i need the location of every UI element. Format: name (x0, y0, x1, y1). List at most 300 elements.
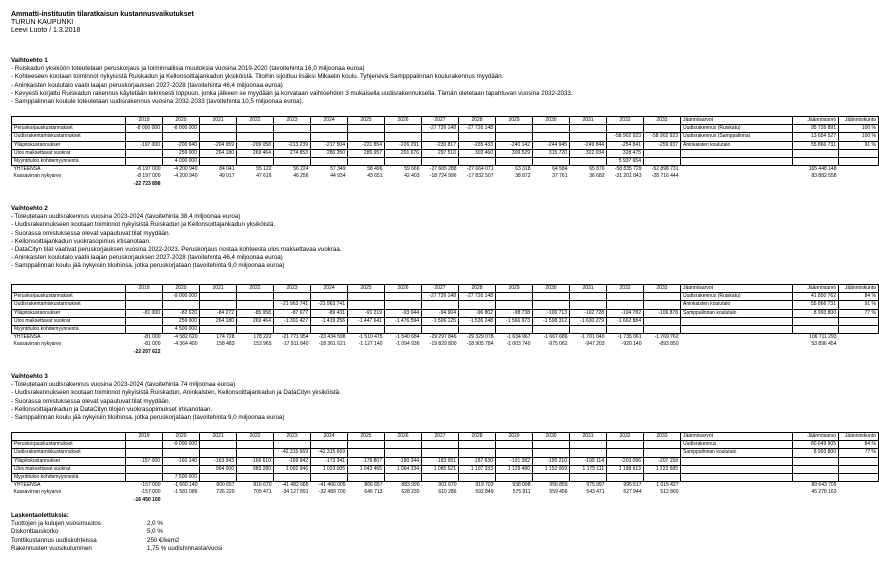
cost-table (11, 284, 879, 356)
value-cell (533, 301, 570, 309)
value-cell: -42 315 669 (311, 449, 348, 457)
sum-cell: 38 872 (515, 173, 531, 180)
sum-cell: 956 859 (549, 482, 568, 489)
table-row (12, 449, 879, 457)
value-cell: 1 043 465 (348, 465, 385, 473)
value-cell: 5 937 654 (607, 157, 644, 165)
value-cell (644, 149, 681, 157)
residual-value-header: Jäännösarvo (793, 117, 839, 125)
value-cell: 303 460 (459, 149, 496, 157)
value-cell (385, 293, 422, 301)
value-cell (163, 133, 200, 141)
value-cell: 264 180 (200, 317, 237, 325)
sum-spacer (839, 334, 879, 342)
year-header: 2032 (607, 117, 644, 125)
value-cell: -85 958 (237, 309, 274, 317)
residual-item-value: 8 993 800 (793, 449, 839, 457)
value-cell (274, 157, 311, 165)
year-header: 2027 (422, 117, 459, 125)
value-cell (200, 125, 237, 133)
value-cell (200, 473, 237, 481)
sum-cell: 512 860 (660, 489, 679, 496)
value-cell (200, 293, 237, 301)
value-cell: -27 726 148 (459, 293, 496, 301)
value-cell (126, 149, 163, 157)
value-cell (496, 125, 533, 133)
table-header-row (12, 285, 879, 293)
year-header: 2031 (570, 117, 607, 125)
table-row (12, 293, 879, 301)
value-cell: -203 096 (607, 457, 644, 465)
value-cell (348, 441, 385, 449)
value-cell (459, 473, 496, 481)
row-label: Myyntituloo kohdemyynnestä (12, 157, 126, 165)
sum-label: Kassavirran nykyarvo (13, 173, 62, 180)
residual-item-pct (839, 157, 879, 165)
year-header: 2025 (348, 433, 385, 441)
value-cell (311, 441, 348, 449)
value-cell: 328 475 (607, 149, 644, 157)
sum-cell: -19 829 800 (429, 341, 457, 348)
value-cell (237, 157, 274, 165)
sum-cell: 800 657 (216, 482, 235, 489)
value-cell (570, 157, 607, 165)
value-cell: 315 720 (533, 149, 570, 157)
cost-table (11, 116, 879, 188)
value-cell: 264 180 (200, 149, 237, 157)
assumption-row (11, 545, 222, 553)
residual-item-value (793, 465, 839, 473)
year-header: 2025 (348, 117, 385, 125)
sum-cell: -81 000 (143, 334, 161, 341)
residual-sum-value: 165 448 148 (808, 166, 837, 173)
value-cell: -58 902 923 (644, 133, 681, 141)
value-cell (570, 325, 607, 333)
sum-cell: -157 000 (140, 489, 161, 496)
sum-cell: -27 665 288 (429, 166, 457, 173)
sum-cell: -27 664 071 (466, 166, 494, 173)
value-cell: -226 291 (385, 141, 422, 149)
scenario-description (11, 205, 342, 271)
assumption-label: Tonttikustannus uudiskohteissa (11, 536, 97, 544)
table-row (12, 141, 879, 149)
row-label: Uudisrakentamiskustannukset (12, 301, 126, 309)
value-cell (311, 293, 348, 301)
year-header: 2032 (607, 433, 644, 441)
year-header: 2024 (311, 117, 348, 125)
table-row (12, 149, 879, 157)
value-cell (237, 441, 274, 449)
value-cell (644, 449, 681, 457)
sum-cell: -21 771 954 (281, 334, 309, 341)
sum-label: YHTEENSÄ (13, 482, 41, 489)
value-cell (126, 441, 163, 449)
table-row (12, 317, 879, 325)
value-cell (533, 325, 570, 333)
assumption-value: 2,0 % (147, 520, 163, 528)
value-cell (348, 157, 385, 165)
year-header: 2030 (533, 117, 570, 125)
residual-item-label (681, 157, 793, 165)
npv-total-row (12, 181, 879, 188)
value-cell (200, 157, 237, 165)
value-cell (570, 441, 607, 449)
scenario-bullet: - Kohteeseen kootaan toiminnot nykyisistä Ruiskadun ja Kellonsoittajankadun yksiköistä. Tiloihin sijoittuu lisäksi Mikaelin koulu. Tyhjenevä Sampppalinnan koulurakennus myydään. (11, 73, 504, 81)
sum-cell: 84 041 (219, 166, 235, 173)
sum-cell: 43 651 (367, 173, 383, 180)
value-cell: -98 738 (496, 309, 533, 317)
value-cell (163, 449, 200, 457)
npv-total-value: -22 207 622 (133, 348, 161, 355)
value-cell (237, 133, 274, 141)
sum-cell: 59 666 (404, 166, 420, 173)
residual-item-pct (839, 473, 879, 481)
value-cell: 1 198 613 (607, 465, 644, 473)
year-header: 2022 (237, 285, 274, 293)
row-label: Uudisrakentamiskustannukset (12, 133, 126, 141)
value-cell (385, 125, 422, 133)
value-cell: -180 344 (385, 457, 422, 465)
year-header: 2030 (533, 433, 570, 441)
year-header: 2026 (385, 117, 422, 125)
value-cell (496, 449, 533, 457)
year-header: 2025 (348, 285, 385, 293)
value-cell (385, 301, 422, 309)
value-cell (274, 133, 311, 141)
sum-cell: 646 713 (364, 489, 383, 496)
value-cell (570, 473, 607, 481)
value-cell: -160 140 (163, 457, 200, 465)
value-cell: 1 023 005 (311, 465, 348, 473)
value-cell (311, 157, 348, 165)
residual-value-header: Jäännösarvo (793, 433, 839, 441)
value-cell (422, 133, 459, 141)
year-header: 2027 (422, 285, 459, 293)
value-cell: -96 802 (459, 309, 496, 317)
sum-cell: -1 510 475 (358, 334, 383, 341)
sum-cell: 49 017 (219, 173, 235, 180)
sum-cell: -1 634 967 (506, 334, 531, 341)
sum-cell: -1 127 140 (358, 341, 383, 348)
value-cell (126, 301, 163, 309)
value-cell: 259 000 (163, 149, 200, 157)
value-cell: -21 963 741 (274, 301, 311, 309)
row-label: Myyntituloo kohdemyynnestä (12, 473, 126, 481)
value-cell (200, 133, 237, 141)
residual-sum-value: 106 711 293 (809, 334, 837, 341)
residual-item-value: 41 850 762 (793, 293, 839, 301)
residual-sum-value: 89 643 705 (811, 482, 837, 489)
sum-cell: 527 944 (623, 489, 642, 496)
value-cell (348, 473, 385, 481)
value-cell: 291 676 (385, 149, 422, 157)
sum-cell: 559 456 (549, 489, 568, 496)
sum-cell: 57 349 (330, 166, 346, 173)
value-cell (126, 465, 163, 473)
value-cell: 269 464 (237, 317, 274, 325)
value-cell (422, 325, 459, 333)
value-cell: 1 002 946 (274, 465, 311, 473)
row-label: Ylläpitokustannukset (12, 309, 126, 317)
sum-cell: -81 000 (143, 341, 161, 348)
value-cell: -197 000 (126, 141, 163, 149)
value-cell: 4 000 000 (163, 157, 200, 165)
residual-item-label (681, 149, 793, 157)
scenario-bullet: - Kevyesti korjattu Ruiskadun rakennus käytetään teknisesti loppuun, jonka jälkeen se myydään ja korvataan vaihtoehdon 3 mukaisella uudisrakennuksella. Tämän oletetaan tapahtuvan vuosina 2032-2033. (11, 89, 573, 97)
scenario-bullet: - Samppalinnan koulule toteutetaan uudisrakennus vuosina 2032-2033 (tavoitehinta 10,5 miljoonaa euroa). (11, 98, 304, 106)
value-cell (644, 157, 681, 165)
value-cell (644, 293, 681, 301)
sum-label: Kassavirran nykyarvo (13, 489, 62, 496)
value-cell (274, 473, 311, 481)
value-cell (422, 449, 459, 457)
sum-cell: 64 584 (552, 166, 568, 173)
scenario-bullet: - Kellonsoittajankadun vuokrasopimus irtisanotaan. (11, 237, 151, 245)
sum-cell: 628 235 (401, 489, 420, 496)
value-cell: 1 085 621 (422, 465, 459, 473)
year-header: 2021 (200, 117, 237, 125)
value-cell (533, 473, 570, 481)
value-cell: -87 677 (274, 309, 311, 317)
value-cell (570, 293, 607, 301)
sum-cell: 592 849 (475, 489, 494, 496)
residual-item-value (793, 317, 839, 325)
table-row (12, 133, 879, 141)
year-header: 2028 (459, 285, 496, 293)
value-cell: 259 000 (163, 317, 200, 325)
residual-item-label (681, 457, 793, 465)
present-value-row (12, 341, 879, 348)
value-cell (237, 125, 274, 133)
residual-item-value: 8 993 800 (793, 309, 839, 317)
value-cell (200, 449, 237, 457)
year-header: 2028 (459, 433, 496, 441)
sum-cell: -23 434 598 (318, 334, 346, 341)
residual-item-label: Samppalinnan koulutalo (681, 449, 793, 457)
value-cell (533, 133, 570, 141)
residual-item-label (681, 465, 793, 473)
sum-cell: -18 361 621 (318, 341, 346, 348)
year-header: 2031 (570, 285, 607, 293)
table-row (12, 309, 879, 317)
sum-cell: 158 483 (216, 341, 235, 348)
assumption-label: Rakennusten vuosikuluminen (11, 544, 92, 552)
value-cell (459, 157, 496, 165)
value-cell (644, 473, 681, 481)
sum-spacer (839, 166, 879, 174)
value-cell: -166 610 (237, 457, 274, 465)
sum-cell: -947 203 (584, 341, 605, 348)
year-header: 2023 (274, 433, 311, 441)
row-label: Peruskorjauskustannukset (12, 125, 126, 133)
year-header: 2024 (311, 433, 348, 441)
scenario-description (11, 373, 341, 422)
value-cell: 269 464 (237, 149, 274, 157)
sum-cell: -157 000 (140, 482, 161, 489)
residual-item-label: Aninkaisten koulutalo (681, 301, 793, 309)
row-label: Ulos maksettavat vuokrat (12, 465, 126, 473)
value-cell: -100 713 (533, 309, 570, 317)
value-cell (385, 133, 422, 141)
value-cell (311, 473, 348, 481)
sum-cell: 919 703 (475, 482, 494, 489)
value-cell (422, 441, 459, 449)
scenario-bullet: - Ruiskadun yksiköön toteutetaan peruskorjaus ja toiminnallisia muutoksia vuosina 2019-2020 (tavoitehinta 16,0 miljoonaa euroa) (11, 65, 365, 73)
value-cell: -254 841 (607, 141, 644, 149)
year-header: 2024 (311, 285, 348, 293)
residual-sum-value: 83 882 558 (811, 173, 837, 180)
value-cell (607, 293, 644, 301)
value-cell (496, 473, 533, 481)
value-cell (126, 133, 163, 141)
value-cell: -244 945 (533, 141, 570, 149)
residual-item-label (681, 473, 793, 481)
value-cell: 322 034 (570, 149, 607, 157)
year-header: 2033 (644, 117, 681, 125)
value-cell: -1 506 125 (422, 317, 459, 325)
residual-item-value: 55 866 731 (793, 141, 839, 149)
sum-cell: -34 127 891 (281, 489, 309, 496)
value-cell (126, 449, 163, 457)
total-row (12, 166, 879, 174)
sum-cell: -920 140 (621, 341, 642, 348)
sum-spacer (681, 173, 793, 180)
document-header (11, 11, 194, 36)
value-cell (533, 449, 570, 457)
npv-total-value: -22 723 898 (133, 180, 161, 187)
value-cell (274, 125, 311, 133)
sum-spacer (681, 166, 793, 174)
residual-item-pct: 91 % (839, 301, 879, 309)
value-cell (348, 449, 385, 457)
assumption-label: Tuottojen ja kulujen vuosimuutos (11, 520, 101, 528)
value-cell: 983 280 (237, 465, 274, 473)
value-cell (533, 441, 570, 449)
sum-cell: 726 220 (216, 489, 235, 496)
row-label: Peruskorjauskustannukset (12, 441, 126, 449)
npv-total-value: -16 450 100 (133, 496, 161, 503)
sum-cell: -29 329 078 (466, 334, 494, 341)
value-cell: 297 510 (422, 149, 459, 157)
table-header-row (12, 117, 879, 125)
value-cell: -183 951 (422, 457, 459, 465)
value-cell (459, 133, 496, 141)
residual-item-value (793, 473, 839, 481)
residual-condition-header: Jäännöskunto (839, 117, 879, 125)
value-cell (570, 301, 607, 309)
scenario-bullet: - DataCityn tilat vaativat peruskorjauksen vuosina 2022-2023. Peruskorjaus nostaa kohteesta ulos maksettavaa vuokraa. (11, 246, 342, 254)
value-cell (385, 325, 422, 333)
sum-cell: 46 256 (293, 173, 309, 180)
value-cell (126, 325, 163, 333)
total-row (12, 482, 879, 490)
sum-cell: -18 724 996 (429, 173, 457, 180)
row-label: Uudisrakentamiskustannukset (12, 449, 126, 457)
value-cell (348, 301, 385, 309)
value-cell (237, 293, 274, 301)
value-cell: -9 000 000 (163, 293, 200, 301)
value-cell: -1 662 884 (607, 317, 644, 325)
sum-cell: 975 997 (586, 482, 605, 489)
value-cell (644, 301, 681, 309)
sum-cell: -31 201 843 (614, 173, 642, 180)
sum-cell: 705 471 (253, 489, 272, 496)
value-cell (274, 441, 311, 449)
year-header: 2019 (126, 117, 163, 125)
value-cell (200, 441, 237, 449)
scenario-bullet: - Kellonsoittajankadun ja DataCityn tilojen vuokrasopimukset irtisanotaan. (11, 405, 213, 413)
residual-item-label: Uudisrakennus (Ruiskatu) (681, 293, 793, 301)
value-cell: -1 536 248 (459, 317, 496, 325)
value-cell: -81 000 (126, 309, 163, 317)
residual-item-label (681, 317, 793, 325)
sum-cell: -1 769 762 (654, 334, 679, 341)
sum-cell: -1 735 061 (617, 334, 642, 341)
residual-item-pct: 84 % (839, 441, 879, 449)
npv-total-row (12, 497, 879, 504)
residual-values-header: Jäännösarvot (681, 433, 793, 441)
scenario-description (11, 57, 573, 106)
residual-values-header: Jäännösarvot (681, 117, 793, 125)
value-cell (644, 317, 681, 325)
value-cell (311, 125, 348, 133)
value-cell (422, 301, 459, 309)
value-cell (348, 293, 385, 301)
sum-cell: -1 581 086 (173, 489, 198, 496)
value-cell: -169 942 (274, 457, 311, 465)
sum-label: YHTEENSÄ (13, 166, 41, 173)
value-cell: -187 630 (459, 457, 496, 465)
value-cell (126, 157, 163, 165)
value-cell (237, 449, 274, 457)
value-cell (533, 157, 570, 165)
sum-cell: 153 965 (253, 341, 272, 348)
value-cell (570, 133, 607, 141)
value-cell (459, 441, 496, 449)
value-cell: -106 878 (644, 309, 681, 317)
sum-spacer (681, 482, 793, 490)
value-cell: -58 902 923 (607, 133, 644, 141)
year-header: 2022 (237, 117, 274, 125)
year-header: 2033 (644, 433, 681, 441)
value-cell (607, 473, 644, 481)
value-cell: -27 726 148 (422, 293, 459, 301)
sum-cell: 65 876 (589, 166, 605, 173)
value-cell: -259 937 (644, 141, 681, 149)
value-cell (459, 449, 496, 457)
value-cell: 280 350 (311, 149, 348, 157)
scenario-bullet: - Toteutetaan uudisrakennus vuosina 2023-2024 (tavoitehinta 38,4 miljoonaa euroa) (11, 213, 241, 221)
value-cell: -249 844 (570, 141, 607, 149)
value-cell (348, 125, 385, 133)
table-row (12, 473, 879, 481)
header-blank-cell (12, 117, 126, 125)
value-cell (607, 301, 644, 309)
value-cell: -176 807 (348, 457, 385, 465)
value-cell: 1 064 334 (385, 465, 422, 473)
value-cell: -1 476 594 (385, 317, 422, 325)
value-cell (459, 301, 496, 309)
value-cell: -9 000 000 (163, 441, 200, 449)
sum-cell: 36 682 (589, 173, 605, 180)
sum-cell: 883 990 (401, 482, 420, 489)
sum-spacer (839, 341, 879, 348)
year-header: 2027 (422, 433, 459, 441)
value-cell (570, 125, 607, 133)
residual-item-pct: 91 % (839, 141, 879, 149)
sum-cell: -1 094 936 (395, 341, 420, 348)
sum-cell: -32 489 700 (318, 489, 346, 496)
